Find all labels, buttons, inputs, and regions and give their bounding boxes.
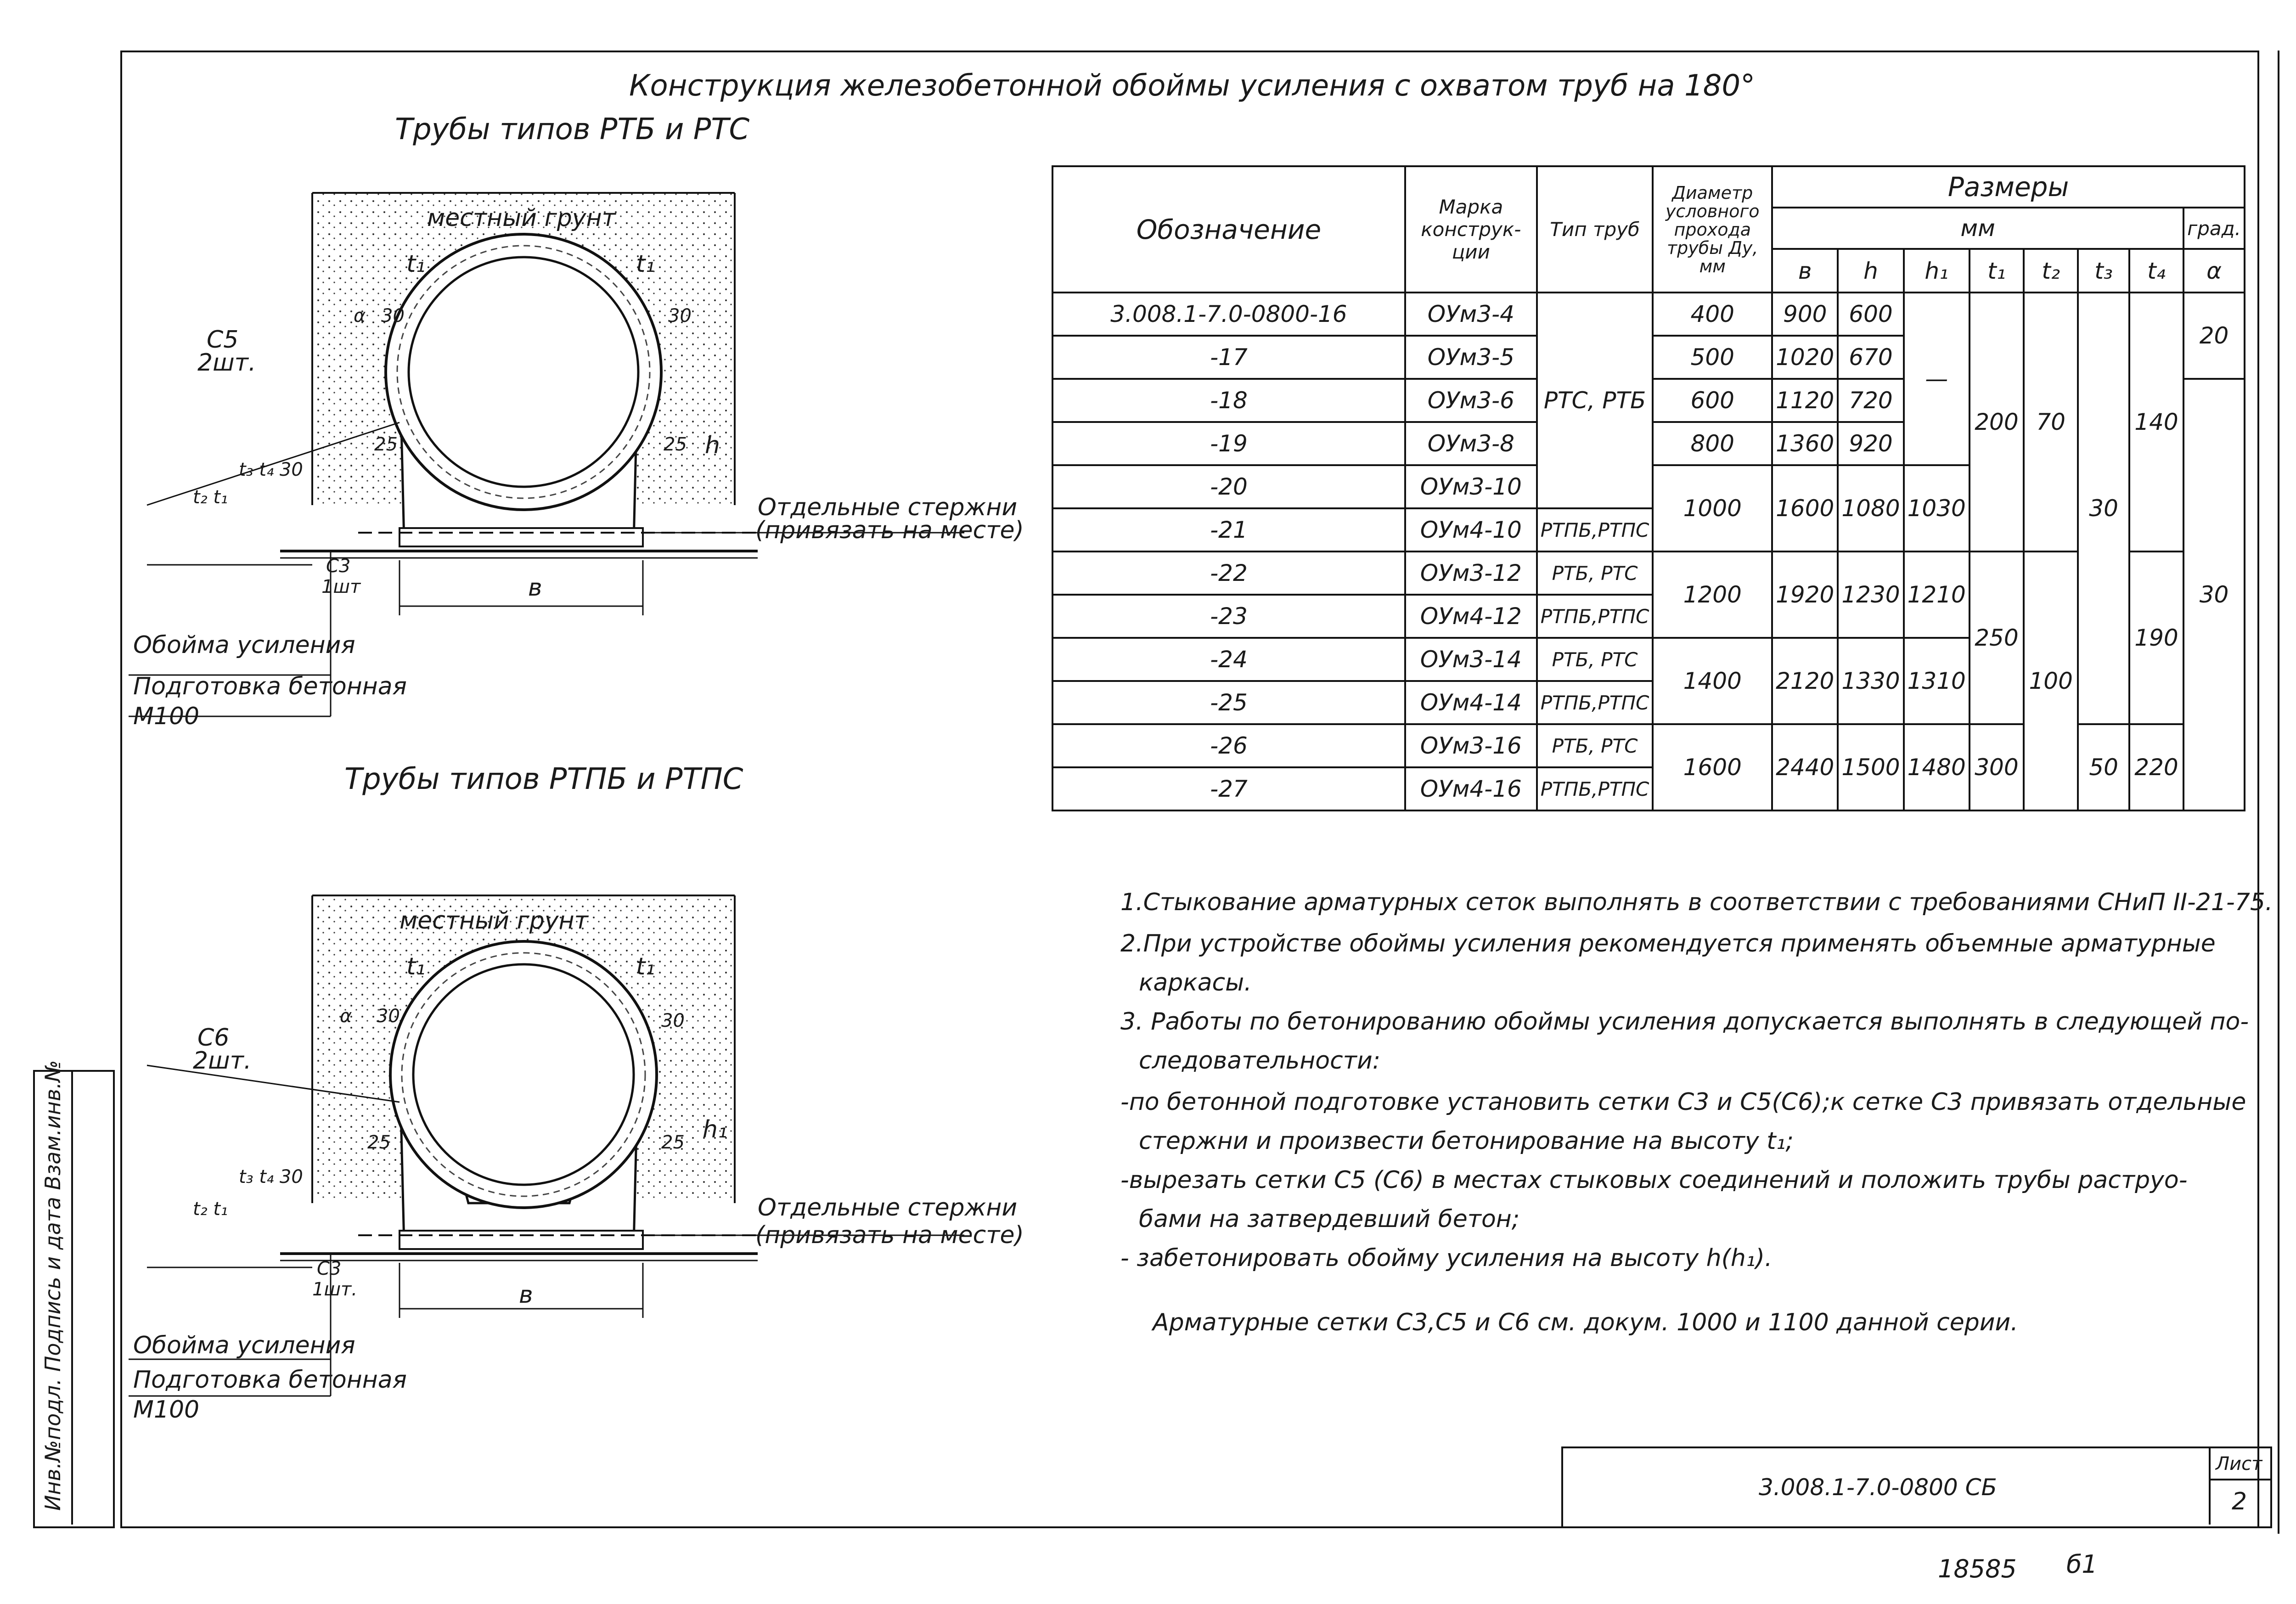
cell-des: -19 bbox=[1052, 422, 1405, 465]
cell-h-1400: 1330 bbox=[1838, 638, 1903, 724]
base-slab bbox=[400, 528, 643, 546]
note-line-7: стержни и произвести бетонирование на высоту t₁; bbox=[1139, 1127, 1794, 1155]
cell-des: -24 bbox=[1052, 638, 1405, 681]
pipe-inner bbox=[409, 257, 638, 487]
cell-t3-50: 50 bbox=[2078, 724, 2129, 810]
section1-bars-label: Отдельные стержни bbox=[758, 494, 1018, 521]
cell-mark: ОУм4-12 bbox=[1405, 595, 1537, 638]
cell-type: РТБ, РТС bbox=[1537, 724, 1653, 767]
cell-h-1200: 1230 bbox=[1838, 552, 1903, 638]
section2-dim-25-left: 25 bbox=[367, 1132, 391, 1153]
section1-dim-t1-right: t₁ bbox=[636, 250, 655, 278]
cell-mark: ОУм3-16 bbox=[1405, 724, 1537, 767]
note-line-10: - забетонировать обойму усиления на высоту h(h₁). bbox=[1120, 1244, 1773, 1272]
cell-des: -18 bbox=[1052, 379, 1405, 422]
note-line-9: бами на затвердевший бетон; bbox=[1139, 1205, 1520, 1233]
cell-type: РТПБ,РТПС bbox=[1537, 508, 1653, 552]
section1-dim-30-left: 30 bbox=[381, 305, 405, 326]
section2-mesh-c3: С3 bbox=[317, 1258, 342, 1279]
cell-type: РТБ, РТС bbox=[1537, 638, 1653, 681]
cell-h1-1200: 1210 bbox=[1904, 552, 1970, 638]
section1-dim-25-right: 25 bbox=[664, 434, 687, 455]
section2-dim-t1-left: t₁ bbox=[406, 953, 426, 980]
cell-mark: ОУм3-5 bbox=[1405, 336, 1537, 379]
section2-dim-30-left: 30 bbox=[377, 1006, 400, 1027]
cell-t1-300: 300 bbox=[1970, 724, 2024, 810]
header-col-alpha: α bbox=[2183, 249, 2245, 293]
cell-h: 600 bbox=[1838, 293, 1903, 336]
cell-b: 1360 bbox=[1772, 422, 1838, 465]
section1-dim-alpha: α bbox=[354, 305, 366, 326]
cell-des: -27 bbox=[1052, 767, 1405, 810]
section1-mesh-c3: С3 bbox=[326, 556, 351, 577]
cell-t1-200: 200 bbox=[1970, 293, 2024, 552]
cell-b: 1120 bbox=[1772, 379, 1838, 422]
header-type: Тип труб bbox=[1537, 166, 1653, 293]
section1-dim-t2t1: t₂ t₁ bbox=[193, 487, 228, 508]
section1-dim-h: h bbox=[705, 432, 720, 459]
cell-h-1600: 1500 bbox=[1838, 724, 1903, 810]
header-sizes: Размеры bbox=[1772, 166, 2245, 208]
cell-des: -22 bbox=[1052, 552, 1405, 595]
section1-prep-label: Подготовка бетонная bbox=[133, 673, 407, 700]
cell-des: 3.008.1-7.0-0800-16 bbox=[1052, 293, 1405, 336]
note-line-8: -вырезать сетки С5 (С6) в местах стыковых соединений и положить трубы раструо- bbox=[1120, 1166, 2188, 1194]
cell-dy-1400: 1400 bbox=[1653, 638, 1772, 724]
cell-dy: 500 bbox=[1653, 336, 1772, 379]
stamp-sheet-number: 2 bbox=[2232, 1488, 2247, 1515]
table-row bbox=[1052, 552, 2245, 595]
cell-b-1600: 2440 bbox=[1772, 724, 1838, 810]
section1-dim-t3t4: t₃ t₄ 30 bbox=[239, 459, 303, 480]
header-col-h1: h₁ bbox=[1904, 249, 1970, 293]
cell-type: РТПБ,РТПС bbox=[1537, 595, 1653, 638]
section1-dim-30-right: 30 bbox=[668, 305, 692, 326]
cell-t2-100: 100 bbox=[2024, 552, 2078, 810]
header-deg: град. bbox=[2183, 208, 2245, 249]
cell-t2-70: 70 bbox=[2024, 293, 2078, 552]
section1-width-label: в bbox=[528, 574, 542, 602]
cell-mark: ОУм3-12 bbox=[1405, 552, 1537, 595]
cell-mark: ОУм3-4 bbox=[1405, 293, 1537, 336]
note-line-5: следовательности: bbox=[1139, 1047, 1381, 1075]
cell-b: 1020 bbox=[1772, 336, 1838, 379]
cell-h-1000: 1080 bbox=[1838, 465, 1903, 552]
section2-dim-25-right: 25 bbox=[661, 1132, 685, 1153]
cell-a-30: 30 bbox=[2183, 379, 2245, 810]
cell-des: -25 bbox=[1052, 681, 1405, 724]
frame-right-edge bbox=[2278, 51, 2279, 1534]
cell-mark: ОУм4-14 bbox=[1405, 681, 1537, 724]
header-col-h: h bbox=[1838, 249, 1903, 293]
section1-mesh-count: 2шт. bbox=[197, 349, 256, 377]
section2-bars-note: (привязать на месте) bbox=[755, 1221, 1024, 1249]
cell-h: 670 bbox=[1838, 336, 1903, 379]
section2-dim-30-right: 30 bbox=[661, 1010, 685, 1031]
section2-mesh-count: 2шт. bbox=[193, 1047, 252, 1075]
stamp-divider bbox=[2209, 1446, 2211, 1525]
section2-dim-t2t1: t₂ t₁ bbox=[193, 1199, 228, 1220]
section1-dim-25-left: 25 bbox=[374, 434, 398, 455]
section2-mesh-label: С6 bbox=[197, 1024, 230, 1052]
margin-text: Инв.№подл. Подпись и дата Взам.инв.№ bbox=[40, 1060, 65, 1511]
section2-heading: Трубы типов РТПБ и РТПС bbox=[344, 762, 743, 796]
header-col-t4: t₄ bbox=[2129, 249, 2183, 293]
cell-dy-1000: 1000 bbox=[1653, 465, 1772, 552]
cell-dy: 400 bbox=[1653, 293, 1772, 336]
note-line-6: -по бетонной подготовке установить сетки С3 и С5(С6);к сетке С3 привязать отдельные bbox=[1120, 1088, 2246, 1116]
cell-des: -20 bbox=[1052, 465, 1405, 508]
header-col-b: в bbox=[1772, 249, 1838, 293]
cell-a-20: 20 bbox=[2183, 293, 2245, 379]
section2-ground-label: местный грунт bbox=[400, 907, 588, 934]
cell-t4-220: 220 bbox=[2129, 724, 2183, 810]
section1-ground-label: местный грунт bbox=[427, 204, 616, 232]
cell-des: -26 bbox=[1052, 724, 1405, 767]
footer-number: 18585 bbox=[1938, 1554, 2017, 1583]
section2-shell-label: Обойма усиления bbox=[133, 1332, 355, 1359]
section2-dim-h: h₁ bbox=[703, 1116, 727, 1143]
cell-dy-1600: 1600 bbox=[1653, 724, 1772, 810]
cell-dy: 800 bbox=[1653, 422, 1772, 465]
cell-t3-30: 30 bbox=[2078, 293, 2129, 724]
cell-h1-1000: 1030 bbox=[1904, 465, 1970, 552]
pipe-inner bbox=[413, 964, 634, 1185]
section2-mesh-c3-count: 1шт. bbox=[312, 1279, 358, 1300]
cell-b-1000: 1600 bbox=[1772, 465, 1838, 552]
cell-dy: 600 bbox=[1653, 379, 1772, 422]
spec-table bbox=[1052, 165, 2245, 811]
section2-dim-t1-right: t₁ bbox=[636, 953, 655, 980]
cell-b-1400: 2120 bbox=[1772, 638, 1838, 724]
cell-t4-140: 140 bbox=[2129, 293, 2183, 552]
header-mm: мм bbox=[1772, 208, 2183, 249]
cell-dy-1200: 1200 bbox=[1653, 552, 1772, 638]
section2-width-label: в bbox=[519, 1281, 533, 1309]
cell-mark: ОУм3-8 bbox=[1405, 422, 1537, 465]
section2-prep-label: Подготовка бетонная bbox=[133, 1366, 407, 1394]
cell-mark: ОУм3-6 bbox=[1405, 379, 1537, 422]
cell-mark: ОУм4-16 bbox=[1405, 767, 1537, 810]
section2-dim-t3t4: t₃ t₄ 30 bbox=[239, 1166, 303, 1188]
note-line-4: 3. Работы по бетонированию обоймы усиления допускается выполнять в следующей по- bbox=[1120, 1008, 2249, 1036]
footer-extra: б1 bbox=[2066, 1550, 2098, 1579]
section1-heading: Трубы типов РТБ и РТС bbox=[395, 113, 750, 146]
note-line-1: 1.Стыкование арматурных сеток выполнять в соответствии с требованиями СНиП II-21-75. bbox=[1120, 889, 2273, 916]
stamp-sheet-label: Лист bbox=[2216, 1453, 2262, 1475]
section1-mesh-c3-count: 1шт bbox=[321, 576, 361, 597]
note-final: Арматурные сетки С3,С5 и С6 см. докум. 1000 и 1100 данной серии. bbox=[1153, 1309, 2018, 1336]
cell-h: 920 bbox=[1838, 422, 1903, 465]
cell-type: РТБ, РТС bbox=[1537, 552, 1653, 595]
section1-bars-note: (привязать на месте) bbox=[755, 517, 1024, 544]
cell-mark: ОУм3-14 bbox=[1405, 638, 1537, 681]
header-mark: Марка конструк-ции bbox=[1405, 166, 1537, 293]
stamp-sheet-divider bbox=[2209, 1479, 2270, 1480]
header-col-t2: t₂ bbox=[2024, 249, 2078, 293]
margin-divider bbox=[71, 1070, 73, 1525]
section1-dim-t1-left: t₁ bbox=[406, 250, 426, 278]
section1-grade-label: М100 bbox=[133, 703, 200, 730]
section2-bars-label: Отдельные стержни bbox=[758, 1194, 1018, 1221]
base-slab bbox=[400, 1231, 643, 1249]
note-line-3: каркасы. bbox=[1139, 969, 1252, 996]
section1-mesh-label: С5 bbox=[207, 326, 239, 354]
note-line-2: 2.При устройстве обоймы усиления рекомендуется применять объемные арматурные bbox=[1120, 930, 2216, 957]
section2-dim-alpha: α bbox=[340, 1006, 352, 1027]
section2-grade-label: М100 bbox=[133, 1396, 200, 1424]
cell-b: 900 bbox=[1772, 293, 1838, 336]
header-diameter: Диаметр условного прохода трубы Ду, мм bbox=[1653, 166, 1772, 293]
cell-type: РТПБ,РТПС bbox=[1537, 767, 1653, 810]
cell-h1-dash: — bbox=[1904, 293, 1970, 465]
cell-des: -17 bbox=[1052, 336, 1405, 379]
table-row bbox=[1052, 293, 2245, 336]
cell-type-merged: РТС, РТБ bbox=[1537, 293, 1653, 508]
section1-shell-label: Обойма усиления bbox=[133, 631, 355, 659]
header-designation: Обозначение bbox=[1052, 166, 1405, 293]
cell-h: 720 bbox=[1838, 379, 1903, 422]
cell-des: -21 bbox=[1052, 508, 1405, 552]
cell-h1-1600: 1480 bbox=[1904, 724, 1970, 810]
header-col-t1: t₁ bbox=[1970, 249, 2024, 293]
cell-type: РТПБ,РТПС bbox=[1537, 681, 1653, 724]
cell-mark: ОУм4-10 bbox=[1405, 508, 1537, 552]
cell-b-1200: 1920 bbox=[1772, 552, 1838, 638]
header-col-t3: t₃ bbox=[2078, 249, 2129, 293]
cell-mark: ОУм3-10 bbox=[1405, 465, 1537, 508]
stamp-code: 3.008.1-7.0-0800 СБ bbox=[1759, 1474, 1997, 1501]
cell-des: -23 bbox=[1052, 595, 1405, 638]
cell-h1-1400: 1310 bbox=[1904, 638, 1970, 724]
cell-t4-190: 190 bbox=[2129, 552, 2183, 724]
page-title: Конструкция железобетонной обоймы усиления с охватом труб на 180° bbox=[629, 69, 1756, 103]
cell-t1-250: 250 bbox=[1970, 552, 2024, 724]
